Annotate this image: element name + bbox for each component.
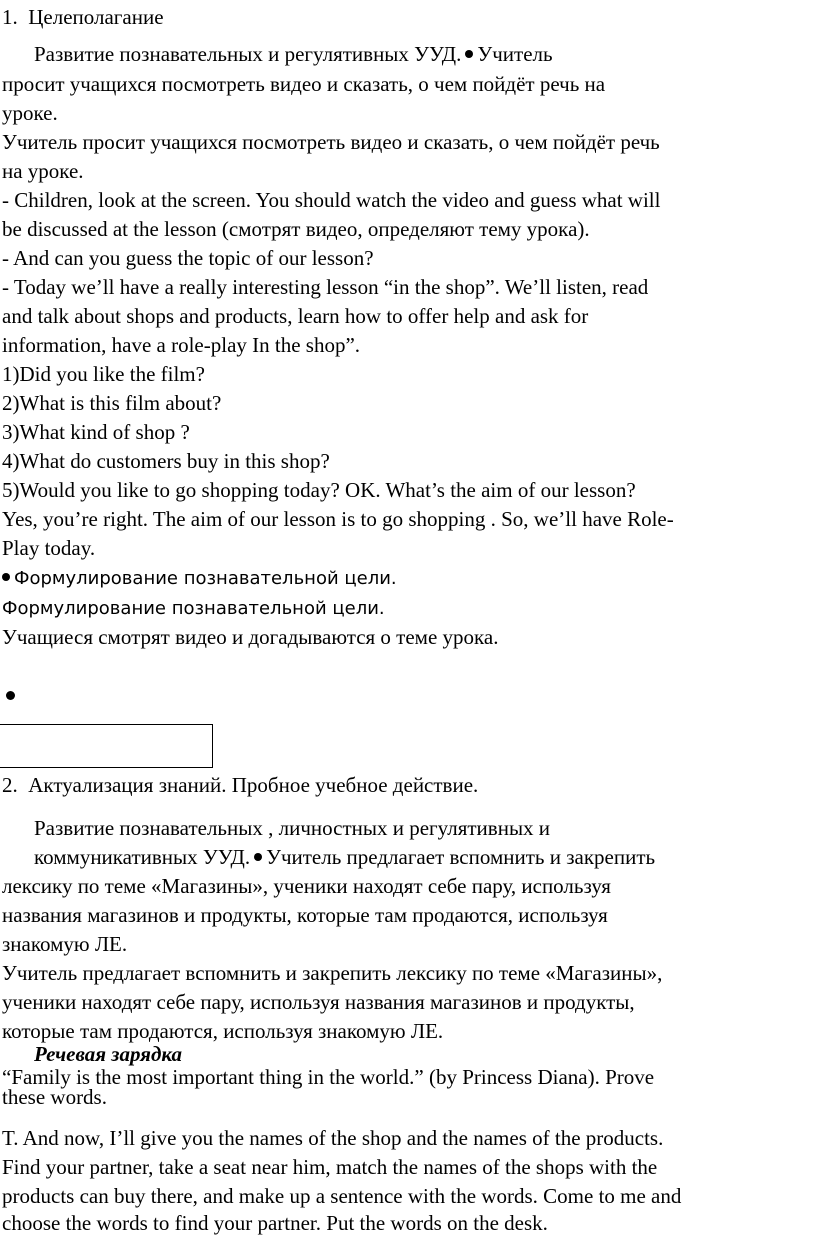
task-line1: T. And now, I’ll give you the names of the shop and the names of the products. [2, 1126, 664, 1150]
section1-title: Целеполагание [28, 5, 164, 29]
section1-intro-line1 [34, 40, 553, 69]
section1-aim-line1: Yes, you’re right. The aim of our lesson is to go shopping . So, we’ll have Role- [2, 507, 674, 531]
section2-intro-line2 [34, 843, 655, 872]
quote-line1: “Family is the most important thing in the world.” (by Princess Diana). Prove [2, 1065, 655, 1089]
section1-aim-line2: Play today. [2, 536, 96, 560]
section2-title: Актуализация знаний. Пробное учебное действие. [28, 773, 479, 797]
bullet-icon [6, 691, 15, 700]
section1-en-line2: be discussed at the lesson (смотрят видео, определяют тему урока). [2, 217, 590, 241]
task-line2: Find your partner, take a seat near him, match the names of the shops with the [2, 1155, 658, 1179]
section2-intro-line4: названия магазинов и продукты, которые там продаются, используя [2, 903, 608, 927]
section1-en-line5: and talk about shops and products, learn how to offer help and ask for [2, 304, 589, 328]
quote-line2: these words. [2, 1085, 107, 1109]
students-line: Учащиеся смотрят видео и догадываются о теме урока. [2, 625, 499, 649]
section2-number: 2. [2, 773, 18, 797]
section1-en-line3: - And can you guess the topic of our lesson? [2, 246, 374, 270]
section1-repeat-line1: Учитель просит учащихся посмотреть видео и сказать, о чем пойдёт речь [2, 130, 660, 154]
section1-heading [2, 3, 164, 32]
section1-en-line1: - Children, look at the screen. You should watch the video and guess what will [2, 188, 661, 212]
question-2: 2)What is this film about? [2, 391, 222, 415]
section2-intro-line5: знакомую ЛЕ. [2, 932, 128, 956]
task-line3: products can buy there, and make up a sentence with the words. Come to me and [2, 1184, 682, 1208]
section1-intro-line3: уроке. [2, 101, 58, 125]
section2-repeat-line2: ученики находят себе пару, используя названия магазинов и продукты, [2, 990, 635, 1014]
empty-box [0, 724, 213, 768]
section2-intro-teacher: Учитель предлагает вспомнить и закрепить [266, 845, 656, 869]
warmup-heading: Речевая зарядка [34, 1042, 183, 1066]
section2-repeat-line1: Учитель предлагает вспомнить и закрепить лексику по теме «Магазины», [2, 961, 663, 985]
section1-en-line4: - Today we’ll have a really interesting lesson “in the shop”. We’ll listen, read [2, 275, 649, 299]
bullet-icon [465, 50, 473, 58]
task-line4: choose the words to find your partner. Put the words on the desk. [2, 1211, 548, 1235]
section1-repeat-line2: на уроке. [2, 159, 84, 183]
section2-intro-line1: Развитие познавательных , личностных и регулятивных и [34, 816, 551, 840]
section2-intro-line3: лексику по теме «Магазины», ученики находят себе пару, используя [2, 874, 611, 898]
section1-intro-text: Развитие познавательных и регулятивных УУД. [34, 42, 462, 66]
question-3: 3)What kind of shop ? [2, 420, 190, 444]
question-4: 4)What do customers buy in this shop? [2, 449, 330, 473]
section2-intro-text: коммуникативных УУД. [34, 845, 251, 869]
section1-en-line6: information, have a role-play In the shop”. [2, 333, 361, 357]
section1-intro-line2: просит учащихся посмотреть видео и сказать, о чем пойдёт речь на [2, 72, 606, 96]
section1-number: 1. [2, 5, 18, 29]
goal-line: Формулирование познавательной цели. [2, 598, 385, 619]
goal-bullet-line [2, 564, 397, 593]
bullet-icon [254, 853, 262, 861]
section2-heading [2, 771, 478, 800]
section2-repeat-line3: которые там продаются, используя знакомую ЛЕ. [2, 1019, 444, 1043]
bullet-icon [2, 573, 10, 581]
question-5: 5)Would you like to go shopping today? OK. What’s the aim of our lesson? [2, 478, 636, 502]
section1-intro-teacher: Учитель [477, 42, 553, 66]
goal-bullet-text: Формулирование познавательной цели. [14, 568, 397, 589]
question-1: 1)Did you like the film? [2, 362, 205, 386]
